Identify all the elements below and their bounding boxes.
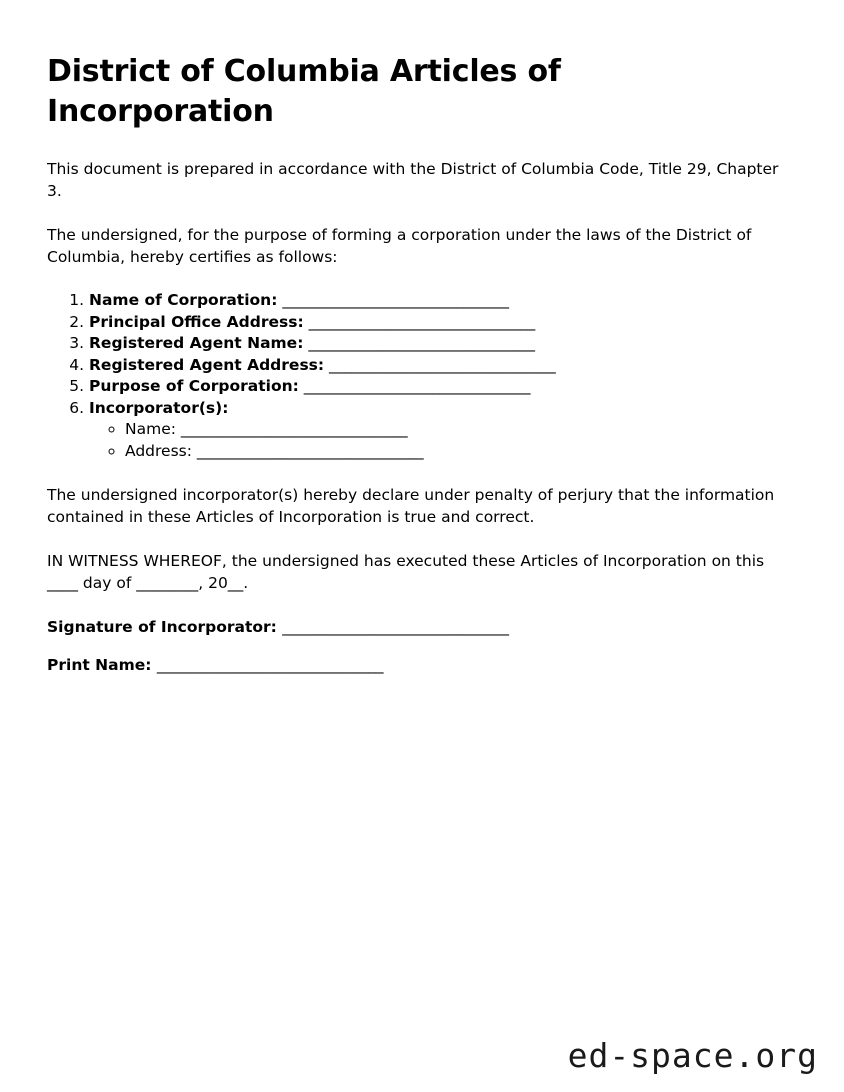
site-watermark: ed-space.org [567, 1036, 818, 1075]
list-item [89, 376, 787, 398]
signature-blank[interactable]: ______________________________ [282, 618, 509, 636]
signature-row [47, 616, 787, 638]
fill-in-blank[interactable]: ______________________________ [303, 377, 531, 395]
list-item [89, 290, 787, 312]
list-item [125, 419, 787, 441]
list-item [89, 355, 787, 377]
declaration-paragraph: The undersigned incorporator(s) hereby declare under penalty of perjury that the information contained in these Articles of Incorporation is true and correct. [47, 486, 775, 526]
sub-item-label: Name: [125, 420, 176, 438]
print-name-blank[interactable]: ______________________________ [156, 656, 384, 674]
print-name-row [47, 654, 787, 676]
item-label: Incorporator(s): [89, 398, 229, 417]
list-item [89, 312, 787, 334]
fill-in-blank[interactable]: ______________________________ [329, 355, 556, 374]
incorporator-sub-list [89, 419, 787, 462]
intro-paragraph-2: The undersigned, for the purpose of forming a corporation under the laws of the District of Columbia, hereby certifies as follows: [47, 226, 752, 266]
intro-paragraph-1: This document is prepared in accordance with the District of Columbia Code, Title 29, Chapter 3. [47, 160, 779, 200]
fill-in-blank[interactable]: ______________________________ [308, 312, 536, 331]
list-item [89, 398, 787, 463]
item-label: Registered Agent Name: [89, 334, 304, 352]
fill-in-blank[interactable]: ______________________________ [180, 420, 408, 438]
list-item [89, 333, 787, 355]
page-title: District of Columbia Articles of Incorporation [47, 54, 561, 129]
print-name-label: Print Name: [47, 656, 152, 674]
sub-item-label: Address: [125, 441, 192, 460]
list-item [125, 441, 787, 463]
item-label: Purpose of Corporation: [89, 377, 299, 395]
item-label: Name of Corporation: [89, 291, 278, 309]
fill-in-blank[interactable]: ______________________________ [196, 441, 424, 460]
item-label: Registered Agent Address: [89, 355, 325, 374]
signature-label: Signature of Incorporator: [47, 618, 277, 636]
document-body [47, 52, 787, 692]
fill-in-blank[interactable]: ______________________________ [308, 334, 535, 352]
articles-list [47, 290, 787, 462]
fill-in-blank[interactable]: ______________________________ [282, 291, 509, 309]
item-label: Principal Office Address: [89, 312, 304, 331]
witness-paragraph: IN WITNESS WHEREOF, the undersigned has executed these Articles of Incorporation on this ____ day of ________, 20__. [47, 552, 765, 592]
